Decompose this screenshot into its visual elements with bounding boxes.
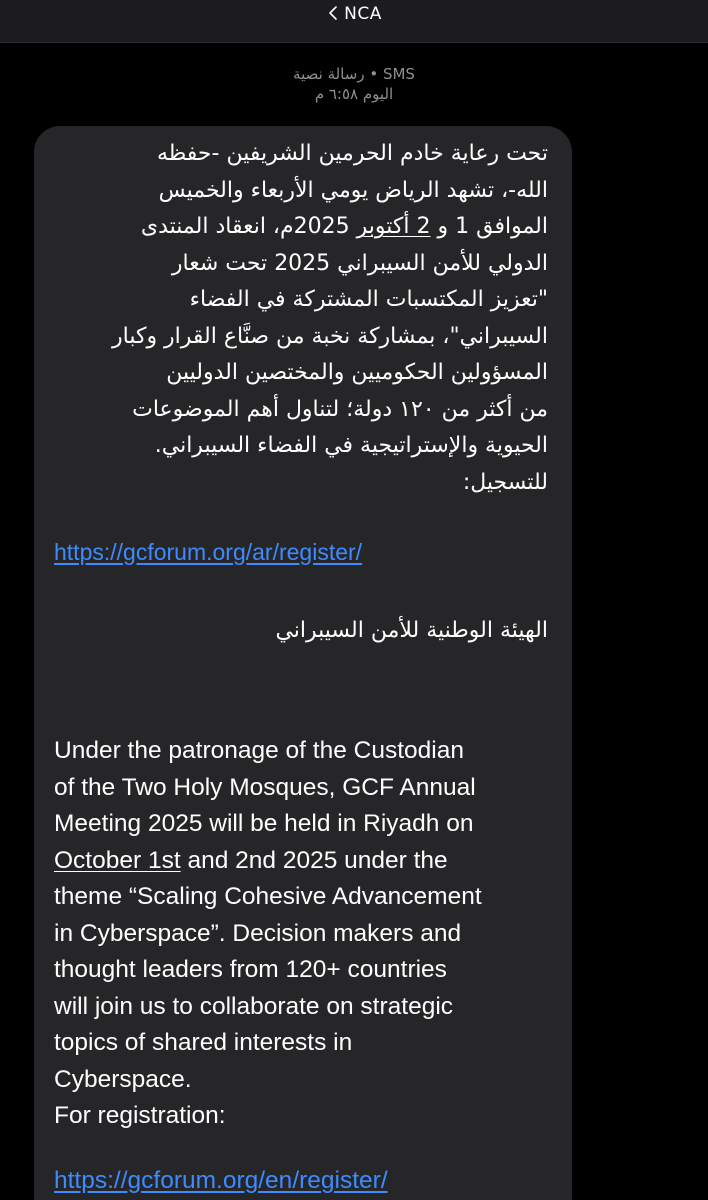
message-timestamp: اليوم ٦:٥٨ م	[314, 85, 394, 103]
arabic-date-link[interactable]: 2 أكتوبر	[356, 214, 431, 239]
back-button[interactable]	[0, 4, 708, 24]
message-type-label: رسالة نصية • SMS	[293, 65, 415, 83]
english-line: thought leaders from 120+ countries	[54, 956, 447, 983]
navigation-bar	[0, 0, 708, 43]
sender-name: NCA	[344, 4, 382, 24]
english-message-text	[54, 733, 564, 1135]
arabic-line: من أكثر من ١٢٠ دولة؛ لتناول أهم الموضوعات	[132, 396, 548, 422]
english-line: Cyberspace.	[54, 1065, 192, 1093]
arabic-message-text	[54, 136, 548, 501]
english-line: For registration:	[54, 1102, 226, 1129]
english-line: topics of shared interests in	[54, 1029, 353, 1056]
english-line: Meeting 2025 will be held in Riyadh on	[54, 810, 474, 837]
arabic-signature: الهيئة الوطنية للأمن السيبراني	[275, 618, 548, 643]
english-line: theme “Scaling Cohesive Advancement	[54, 883, 482, 910]
arabic-line: للتسجيل:	[462, 469, 548, 495]
arabic-line: تحت رعاية خادم الحرمين الشريفين -حفظه	[156, 141, 548, 166]
english-line: in Cyberspace”. Decision makers and	[54, 919, 462, 947]
arabic-line: الدولي للأمن السيبراني 2025 تحت شعار	[171, 250, 548, 276]
english-line: will join us to collaborate on strategic	[54, 992, 454, 1020]
chevron-left-icon	[326, 5, 340, 21]
arabic-line: الحيوية والإستراتيجية في الفضاء السيبراني.	[154, 433, 548, 458]
english-date-link[interactable]: October 1st	[54, 846, 181, 874]
arabic-line: "تعزيز المكتسبات المشتركة في الفضاء	[189, 287, 548, 312]
english-register-link[interactable]: https://gcforum.org/en/register/	[54, 1167, 388, 1194]
english-line: October 1st and 2nd 2025 under the	[54, 846, 448, 874]
arabic-register-link[interactable]: https://gcforum.org/ar/register/	[54, 539, 363, 565]
message-meta	[0, 64, 708, 104]
english-line: of the Two Holy Mosques, GCF Annual	[54, 773, 476, 801]
arabic-line: المسؤولين الحكوميين والمختصين الدوليين	[166, 360, 548, 385]
arabic-line: السيبراني"، بمشاركة نخبة من صنَّاع القرار وكبار	[112, 323, 548, 349]
arabic-line: الله-، تشهد الرياض يومي الأربعاء والخميس	[158, 177, 548, 203]
arabic-line: الموافق 1 و 2 أكتوبر 2025م، انعقاد المنتدى	[140, 214, 548, 239]
english-line: Under the patronage of the Custodian	[54, 737, 464, 764]
